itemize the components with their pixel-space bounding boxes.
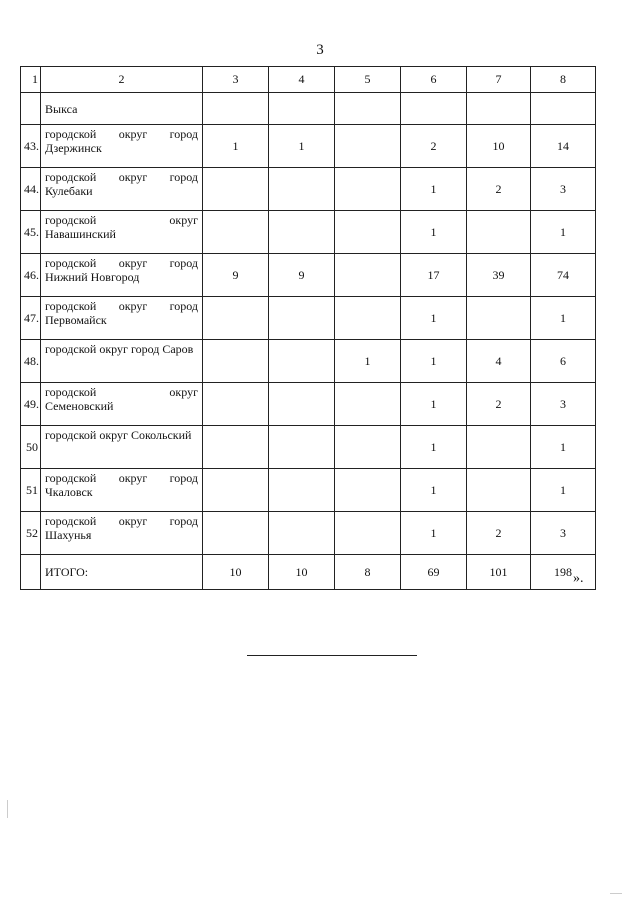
table-row [21,168,596,211]
value-cell [467,93,531,125]
value-cell: 1 [531,469,596,512]
value-cell: 2 [467,512,531,555]
value-cell [203,340,269,383]
value-cell [203,426,269,469]
value-cell [401,93,467,125]
header-cell: 6 [401,67,467,93]
value-cell: 17 [401,254,467,297]
municipality-name: городской округ Семеновский [41,383,203,426]
value-cell: 6 [531,340,596,383]
row-number: 46. [21,254,41,297]
header-cell: 1 [21,67,41,93]
value-cell: 1 [401,426,467,469]
value-cell: 69 [401,555,467,590]
header-cell: 4 [269,67,335,93]
row-number: 49. [21,383,41,426]
value-cell [269,469,335,512]
value-cell: 1 [269,125,335,168]
row-number: 44. [21,168,41,211]
value-cell [335,512,401,555]
value-cell: 10 [467,125,531,168]
row-number: 51 [21,469,41,512]
value-cell [335,383,401,426]
value-cell [335,125,401,168]
value-cell [335,297,401,340]
municipality-name: городской округ город Кулебаки [41,168,203,211]
value-cell: 1 [531,211,596,254]
value-cell: 4 [467,340,531,383]
value-cell: 1 [401,168,467,211]
value-cell [335,93,401,125]
row-number: 52 [21,512,41,555]
scan-artifact [610,893,622,894]
header-cell: 7 [467,67,531,93]
value-cell [203,383,269,426]
value-cell: 1 [401,297,467,340]
row-number: 43. [21,125,41,168]
signature-line [247,655,417,656]
row-number: 45. [21,211,41,254]
scan-artifact [7,800,8,818]
municipality-name: ИТОГО: [41,555,203,590]
row-number [21,93,41,125]
municipality-name: городской округ Навашинский [41,211,203,254]
closing-quote: ». [573,571,584,586]
municipality-name: городской округ город Шахунья [41,512,203,555]
header-cell: 5 [335,67,401,93]
value-cell [467,297,531,340]
table-continuation-row [21,93,596,125]
value-cell: 3 [531,383,596,426]
value-cell: 10 [203,555,269,590]
value-cell: 9 [269,254,335,297]
row-number: 47. [21,297,41,340]
value-cell: 1 [401,383,467,426]
value-cell: 1 [401,340,467,383]
table-row [21,125,596,168]
municipality-name: Выкса [41,93,203,125]
value-cell [531,93,596,125]
value-cell [335,426,401,469]
value-cell [269,340,335,383]
table-row [21,254,596,297]
value-cell [203,168,269,211]
value-cell: 3 [531,512,596,555]
table-header-row [21,67,596,93]
value-cell: 8 [335,555,401,590]
row-number: 50 [21,426,41,469]
row-number: 48. [21,340,41,383]
value-cell [203,512,269,555]
municipality-name: городской округ город Чкаловск [41,469,203,512]
table-row [21,426,596,469]
municipality-name: городской округ город Первомайск [41,297,203,340]
value-cell [269,211,335,254]
page-number: 3 [316,42,324,58]
value-cell: 1 [531,426,596,469]
data-table [20,66,596,590]
value-cell: 1 [203,125,269,168]
value-cell: 9 [203,254,269,297]
value-cell: 74 [531,254,596,297]
value-cell [269,383,335,426]
table-row [21,469,596,512]
header-cell: 8 [531,67,596,93]
table-row [21,297,596,340]
municipality-name: городской округ город Нижний Новгород [41,254,203,297]
value-cell [203,211,269,254]
header-cell: 2 [41,67,203,93]
value-cell [335,469,401,512]
table-row [21,512,596,555]
row-number [21,555,41,590]
value-cell [269,297,335,340]
value-cell [467,211,531,254]
value-cell [269,93,335,125]
value-cell: 2 [467,383,531,426]
table-row [21,211,596,254]
value-cell [203,297,269,340]
value-cell [269,426,335,469]
value-cell [335,211,401,254]
value-cell [335,168,401,211]
table-row [21,383,596,426]
value-cell: 1 [401,512,467,555]
value-cell: 1 [335,340,401,383]
value-cell [269,512,335,555]
value-cell: 3 [531,168,596,211]
value-cell [467,469,531,512]
value-cell: 1 [401,211,467,254]
value-cell: 1 [401,469,467,512]
value-cell: 198 [531,555,596,590]
value-cell: 10 [269,555,335,590]
value-cell: 101 [467,555,531,590]
value-cell [335,254,401,297]
value-cell: 2 [467,168,531,211]
municipality-name: городской округ Сокольский [41,426,203,469]
value-cell [269,168,335,211]
value-cell: 39 [467,254,531,297]
value-cell: 2 [401,125,467,168]
value-cell [203,93,269,125]
value-cell [467,426,531,469]
header-cell: 3 [203,67,269,93]
table-total-row [21,555,596,590]
table-row [21,340,596,383]
municipality-name: городской округ город Дзержинск [41,125,203,168]
value-cell: 14 [531,125,596,168]
value-cell: 1 [531,297,596,340]
value-cell [203,469,269,512]
municipality-name: городской округ город Саров [41,340,203,383]
